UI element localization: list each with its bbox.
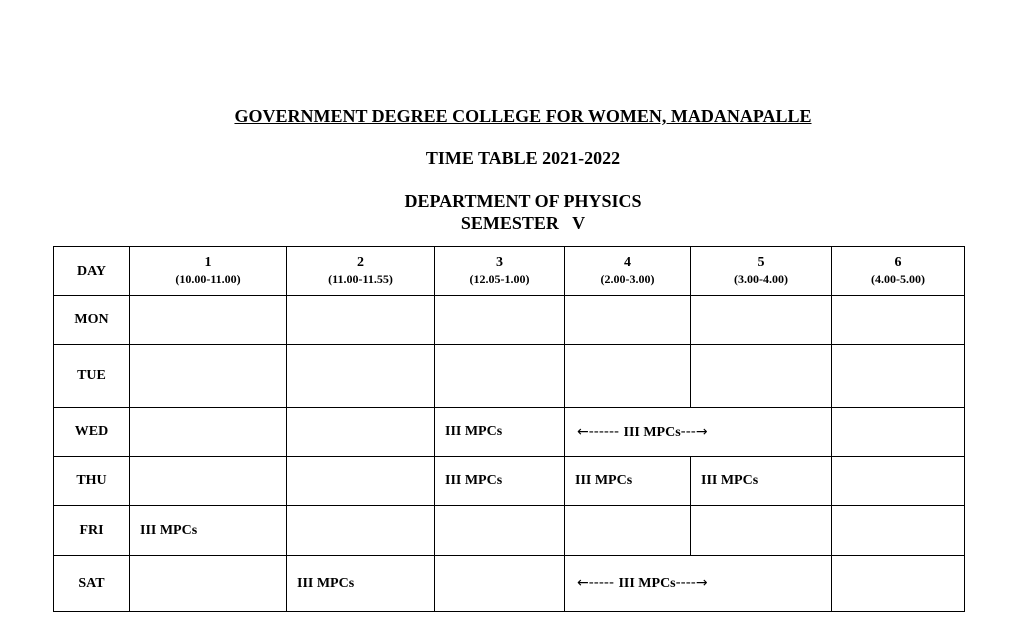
table-row-thu bbox=[54, 457, 965, 506]
table-cell bbox=[832, 296, 965, 345]
period-number: 6 bbox=[894, 255, 902, 270]
day-label: THU bbox=[54, 457, 130, 506]
table-cell bbox=[691, 345, 832, 408]
table-cell bbox=[832, 408, 965, 457]
table-cell bbox=[287, 408, 435, 457]
table-cell bbox=[691, 506, 832, 556]
table-cell: III MPCs bbox=[435, 457, 565, 506]
table-cell bbox=[435, 506, 565, 556]
period-number: 2 bbox=[357, 255, 364, 270]
day-label: SAT bbox=[54, 556, 130, 612]
table-cell bbox=[832, 556, 965, 612]
day-label: FRI bbox=[54, 506, 130, 556]
timetable bbox=[53, 246, 965, 612]
table-cell bbox=[832, 457, 965, 506]
left-arrow-icon: ←----- bbox=[577, 575, 619, 591]
table-cell bbox=[130, 296, 287, 345]
table-cell bbox=[435, 345, 565, 408]
table-cell bbox=[832, 345, 965, 408]
period-time: (3.00-4.00) bbox=[734, 272, 788, 286]
period-time: (11.00-11.55) bbox=[328, 272, 393, 286]
table-cell bbox=[287, 506, 435, 556]
right-arrow-icon: ----→ bbox=[675, 575, 708, 591]
table-cell bbox=[130, 457, 287, 506]
semester-label: SEMESTER V bbox=[460, 213, 586, 233]
table-cell bbox=[565, 506, 691, 556]
period-header-2 bbox=[287, 247, 435, 296]
merged-cell-text: III MPCs bbox=[623, 424, 681, 440]
day-label: TUE bbox=[54, 345, 130, 408]
header-row bbox=[54, 247, 965, 296]
table-cell: III MPCs bbox=[435, 408, 565, 457]
period-number: 1 bbox=[204, 255, 212, 270]
merged-cell bbox=[565, 408, 832, 457]
period-time: (10.00-11.00) bbox=[175, 272, 241, 286]
merged-cell bbox=[565, 556, 832, 612]
period-time: (4.00-5.00) bbox=[871, 272, 925, 286]
period-number: 5 bbox=[757, 255, 765, 270]
table-cell bbox=[565, 345, 691, 408]
table-cell: III MPCs bbox=[287, 556, 435, 612]
table-cell: III MPCs bbox=[691, 457, 832, 506]
table-cell bbox=[435, 296, 565, 345]
table-cell bbox=[287, 345, 435, 408]
table-cell bbox=[565, 296, 691, 345]
day-label: MON bbox=[54, 296, 130, 345]
table-row-wed bbox=[54, 408, 965, 457]
period-header-1 bbox=[130, 247, 287, 296]
day-header: DAY bbox=[54, 247, 130, 296]
table-cell: III MPCs bbox=[565, 457, 691, 506]
table-cell: III MPCs bbox=[130, 506, 287, 556]
period-header-3 bbox=[435, 247, 565, 296]
table-row-mon bbox=[54, 296, 965, 345]
table-cell bbox=[130, 408, 287, 457]
table-cell bbox=[130, 345, 287, 408]
period-header-4 bbox=[565, 247, 691, 296]
left-arrow-icon: ←------ bbox=[577, 423, 624, 440]
table-row-tue bbox=[54, 345, 965, 408]
table-cell bbox=[435, 556, 565, 612]
period-time: (12.05-1.00) bbox=[469, 272, 530, 286]
table-cell bbox=[287, 296, 435, 345]
merged-cell-text: III MPCs bbox=[618, 576, 676, 591]
period-time: (2.00-3.00) bbox=[600, 272, 655, 286]
day-label: WED bbox=[54, 408, 130, 457]
table-cell bbox=[832, 506, 965, 556]
table-cell bbox=[287, 457, 435, 506]
table-row-fri bbox=[54, 506, 965, 556]
period-number: 3 bbox=[496, 255, 503, 270]
period-header-5 bbox=[691, 247, 832, 296]
period-number: 4 bbox=[624, 255, 631, 270]
table-cell bbox=[691, 296, 832, 345]
timetable-title: TIME TABLE 2021-2022 bbox=[425, 148, 621, 168]
department-name: DEPARTMENT OF PHYSICS bbox=[404, 191, 642, 211]
period-header-6 bbox=[832, 247, 965, 296]
table-cell bbox=[130, 556, 287, 612]
table-row-sat bbox=[54, 556, 965, 612]
college-name: GOVERNMENT DEGREE COLLEGE FOR WOMEN, MADANAPALLE bbox=[234, 106, 812, 126]
right-arrow-icon: ---→ bbox=[680, 423, 708, 440]
